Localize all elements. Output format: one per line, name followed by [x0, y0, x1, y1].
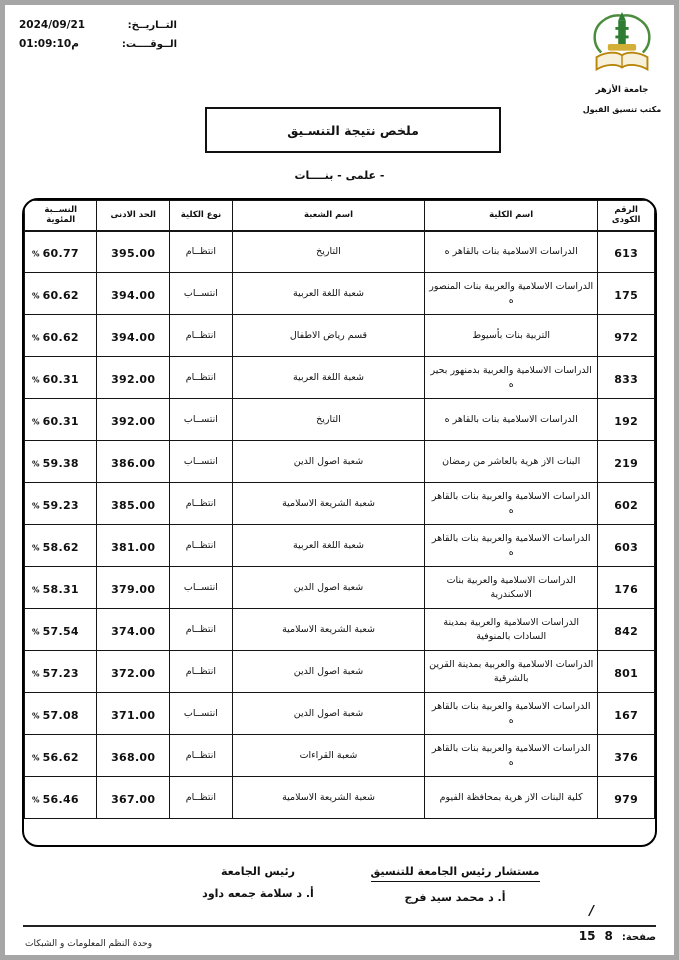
- min-score: 379.00: [111, 583, 156, 596]
- percent-value: 60.77: [42, 247, 79, 261]
- office-name: مكتب تنسيق القبول: [582, 105, 662, 114]
- branch-name: شعبة اصول الدين: [232, 567, 424, 609]
- min-score: 372.00: [111, 667, 156, 680]
- table-row: [25, 735, 655, 777]
- date-value: 2024/09/21: [19, 19, 86, 31]
- min-score: 394.00: [111, 331, 156, 344]
- branch-name: شعبة اصول الدين: [232, 693, 424, 735]
- footer-rule: [23, 925, 656, 927]
- college-type: انتظــام: [169, 609, 232, 651]
- page-info: [579, 929, 656, 943]
- advisor-title: مستشار رئيس الجامعة للتنسيق: [371, 865, 540, 882]
- percent-sign: %: [32, 249, 40, 259]
- table-row: [25, 231, 655, 273]
- college-code: 602: [614, 499, 639, 512]
- report-title: ملخص نتيجة التنسـيق: [287, 122, 419, 138]
- percent-value: 60.62: [42, 331, 79, 344]
- college-type: انتظــام: [169, 315, 232, 357]
- college-type: انتســاب: [169, 567, 232, 609]
- college-code: 613: [614, 247, 639, 261]
- results-table: [24, 200, 655, 819]
- stream-subtitle: - علمى - بنــــات: [294, 169, 385, 182]
- table-header-row: [25, 201, 655, 231]
- results-table-frame: [22, 198, 657, 847]
- table-row: [25, 273, 655, 315]
- college-name: الدراسات الاسلامية والعربية بمدينة القرين بالشرقية: [425, 651, 598, 693]
- table-row: [25, 693, 655, 735]
- college-code: 603: [614, 541, 639, 554]
- table-row: [25, 777, 655, 819]
- college-name: الدراسات الاسلامية بنات بالقاهر ه: [425, 231, 598, 273]
- percent-sign: %: [32, 585, 40, 595]
- college-code: 167: [614, 709, 639, 722]
- table-row: [25, 651, 655, 693]
- it-unit-label: وحدة النظم المعلومات و الشبكات: [25, 939, 153, 949]
- percent-value: 57.23: [42, 667, 79, 680]
- college-code: 972: [614, 331, 639, 344]
- table-body: [25, 231, 655, 819]
- branch-name: قسم رياض الاطفال: [232, 315, 424, 357]
- min-score: 385.00: [111, 499, 156, 512]
- advisor-name: أ. د محمد سيد فرج: [404, 891, 506, 904]
- min-score: 367.00: [111, 793, 156, 806]
- college-name: الدراسات الاسلامية والعربية بمدينة السادات بالمنوفية: [425, 609, 598, 651]
- college-type: انتظــام: [169, 777, 232, 819]
- percent-sign: %: [32, 543, 40, 553]
- college-type: انتظــام: [169, 735, 232, 777]
- university-name: جامعة الأزهر: [595, 85, 649, 95]
- college-code: 801: [614, 667, 639, 680]
- percent-sign: %: [32, 753, 40, 763]
- signature-president: [153, 865, 363, 900]
- page-total: 15: [578, 929, 596, 943]
- college-type: انتســاب: [169, 399, 232, 441]
- branch-name: شعبة اللغة العربية: [232, 273, 424, 315]
- college-name: التربية بنات بأسيوط: [425, 315, 598, 357]
- college-code: 979: [614, 793, 639, 806]
- percent-sign: %: [32, 669, 40, 679]
- college-name: الدراسات الاسلامية والعربية بدمنهور بحير ه: [425, 357, 598, 399]
- college-code: 176: [614, 583, 639, 596]
- percent-sign: %: [32, 795, 40, 805]
- branch-name: شعبة القراءات: [232, 735, 424, 777]
- percent-value: 59.23: [42, 499, 79, 512]
- percent-sign: %: [32, 459, 40, 469]
- time-value: 01:09:10م: [19, 38, 79, 50]
- percent-sign: %: [32, 711, 40, 721]
- college-code: 376: [614, 751, 639, 764]
- table-row: [25, 567, 655, 609]
- college-name: الدراسات الاسلامية والعربية بنات المنصور ه: [425, 273, 598, 315]
- college-name: البنات الاز هرية بالعاشر من رمضان: [425, 441, 598, 483]
- header-college: اسم الكلية: [425, 201, 598, 231]
- table-row: [25, 441, 655, 483]
- percent-sign: %: [32, 291, 40, 301]
- percent-sign: %: [32, 501, 40, 511]
- percent-value: 57.54: [42, 625, 79, 638]
- branch-name: شعبة اللغة العربية: [232, 525, 424, 567]
- branch-name: شعبة الشريعة الاسلامية: [232, 483, 424, 525]
- branch-name: شعبة الشريعة الاسلامية: [232, 777, 424, 819]
- header-branch: اسم الشعبة: [232, 201, 424, 231]
- time-label: الــوقــــت:: [121, 39, 177, 50]
- table-bottom-space: [24, 819, 655, 845]
- college-type: انتســاب: [169, 693, 232, 735]
- min-score: 381.00: [111, 541, 156, 554]
- report-title-box: [205, 107, 501, 153]
- percent-value: 56.62: [42, 751, 79, 764]
- percent-sign: %: [32, 417, 40, 427]
- college-code: 842: [614, 625, 639, 638]
- college-name: الدراسات الاسلامية والعربية بنات بالقاهر ه: [425, 483, 598, 525]
- table-row: [25, 483, 655, 525]
- table-row: [25, 609, 655, 651]
- branch-name: التاريخ: [232, 231, 424, 273]
- college-name: الدراسات الاسلامية والعربية بنات بالقاهر ه: [425, 525, 598, 567]
- min-score: 395.00: [111, 247, 156, 261]
- min-score: 374.00: [111, 625, 156, 638]
- president-title: رئيس الجامعة: [221, 865, 295, 878]
- min-score: 392.00: [111, 373, 156, 386]
- percent-value: 59.38: [42, 457, 79, 470]
- org-block: [582, 11, 662, 114]
- header-pct: النســبة المئوية: [25, 201, 97, 231]
- min-score: 394.00: [111, 289, 156, 302]
- college-type: انتظــام: [169, 525, 232, 567]
- date-time-block: [19, 19, 177, 57]
- table-row: [25, 399, 655, 441]
- college-code: 219: [614, 457, 639, 470]
- page-label: صفحة:: [621, 932, 656, 943]
- college-type: انتســاب: [169, 273, 232, 315]
- percent-sign: %: [32, 333, 40, 343]
- percent-value: 60.31: [42, 373, 79, 386]
- percent-value: 58.31: [42, 583, 79, 596]
- college-code: 192: [614, 415, 639, 428]
- college-name: الدراسات الاسلامية بنات بالقاهر ه: [425, 399, 598, 441]
- college-type: انتظــام: [169, 231, 232, 273]
- min-score: 368.00: [111, 751, 156, 764]
- percent-sign: %: [32, 375, 40, 385]
- college-name: الدراسات الاسلامية والعربية بنات بالقاهر ه: [425, 735, 598, 777]
- date-label: التــاريــخ:: [127, 20, 177, 31]
- header-type: نوع الكلية: [169, 201, 232, 231]
- college-type: انتظــام: [169, 651, 232, 693]
- college-code: 833: [614, 373, 639, 386]
- branch-name: شعبة اصول الدين: [232, 441, 424, 483]
- college-type: انتســاب: [169, 441, 232, 483]
- al-azhar-logo-icon: [589, 62, 655, 81]
- college-name: كلية البنات الاز هرية بمحافظة الفيوم: [425, 777, 598, 819]
- college-type: انتظــام: [169, 357, 232, 399]
- percent-value: 58.62: [42, 541, 79, 554]
- table-row: [25, 525, 655, 567]
- percent-value: 56.46: [42, 793, 79, 806]
- min-score: 371.00: [111, 709, 156, 722]
- percent-sign: %: [32, 627, 40, 637]
- college-name: الدراسات الاسلامية والعربية بنات الاسكندرية: [425, 567, 598, 609]
- header-min: الحد الادنى: [97, 201, 169, 231]
- branch-name: شعبة اصول الدين: [232, 651, 424, 693]
- table-row: [25, 357, 655, 399]
- page-slash: /: [589, 904, 594, 919]
- branch-name: شعبة اللغة العربية: [232, 357, 424, 399]
- president-name: أ. د سلامة جمعه داود: [202, 887, 314, 900]
- signature-advisor: [340, 865, 570, 904]
- min-score: 392.00: [111, 415, 156, 428]
- percent-value: 60.31: [42, 415, 79, 428]
- branch-name: التاريخ: [232, 399, 424, 441]
- college-name: الدراسات الاسلامية والعربية بنات بالقاهر ه: [425, 693, 598, 735]
- branch-name: شعبة الشريعة الاسلامية: [232, 609, 424, 651]
- table-row: [25, 315, 655, 357]
- header-code: الرقم الكودى: [598, 201, 655, 231]
- page-number: 8: [604, 929, 613, 943]
- percent-value: 57.08: [42, 709, 79, 722]
- college-type: انتظــام: [169, 483, 232, 525]
- college-code: 175: [614, 289, 639, 302]
- percent-value: 60.62: [42, 289, 79, 302]
- min-score: 386.00: [111, 457, 156, 470]
